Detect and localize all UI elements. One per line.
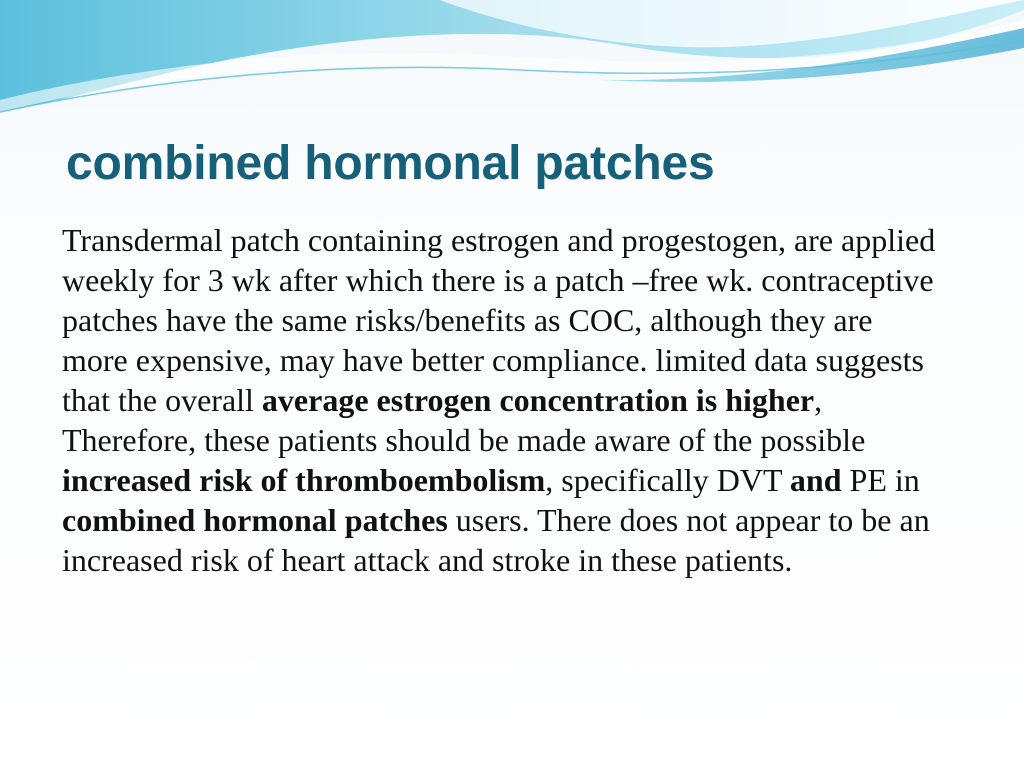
body-text-run: PE in [841, 462, 920, 498]
body-text-run: , specifically DVT [545, 462, 790, 498]
header-wave-decoration [0, 0, 1024, 130]
body-text-run: Transdermal patch containing estrogen and progestogen, are applied weekly for 3 wk after which there is a patch –free wk. contraceptive patches have the same risks/benefits as COC, although they are more expensive, may have better compliance. limited data suggests that the overall [62, 222, 936, 418]
slide-title: combined hormonal patches [66, 137, 715, 190]
body-text-run: users. There does not appear to be an increased risk of heart attack and stroke in these patients. [62, 502, 930, 578]
body-text-bold-run: combined hormonal patches [62, 502, 448, 538]
body-text-bold-run: average estrogen concentration is higher [261, 382, 815, 418]
slide-body-paragraph [62, 220, 942, 580]
body-text-run: , Therefore, these patients should be made aware of the possible [62, 382, 866, 458]
body-text-bold-run: increased risk of thromboembolism [62, 462, 546, 498]
body-text-bold-run: and [789, 462, 842, 498]
